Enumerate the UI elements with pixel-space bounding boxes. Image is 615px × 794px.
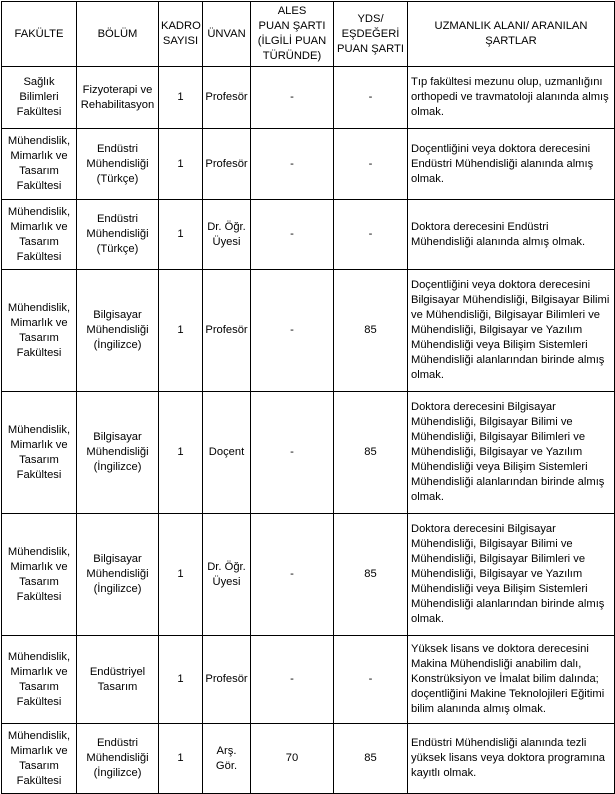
bolum-cell: Endüstri Mühendisliği (Türkçe) <box>77 129 159 200</box>
uzmanlik-cell: Doktora derecesini Endüstri Mühendisliği alanında almış olmak. <box>408 200 615 270</box>
uzmanlik-cell: Doktora derecesini Bilgisayar Mühendisliği, Bilgisayar Bilimi ve Mühendisliği, Bilgisayar Bilimleri ve Mühendisliği, Bilgisayar ve Yazılım Mühendisliği veya Bilişim Sistemleri Mühendisliği alanlarından birinde almış olmak. <box>408 392 615 514</box>
header-unvan: ÜNVAN <box>203 2 251 67</box>
table-row <box>2 724 615 794</box>
ales-cell: 70 <box>251 724 334 794</box>
uzmanlik-cell: Yüksek lisans ve doktora derecesini Makina Mühendisliği anabilim dalı, Konstrüksiyon ve İmalat bilim dalında; doçentliğini Makine Teknolojileri Eğitimi bilim alanında almış olmak. <box>408 636 615 724</box>
fakulte-cell: Mühendislik, Mimarlık ve Tasarım Fakültesi <box>2 392 77 514</box>
yds-cell: - <box>334 67 408 129</box>
header-bolum: BÖLÜM <box>77 2 159 67</box>
unvan-cell: Profesör <box>203 67 251 129</box>
fakulte-cell: Mühendislik, Mimarlık ve Tasarım Fakültesi <box>2 200 77 270</box>
yds-cell: 85 <box>334 514 408 636</box>
table-row <box>2 392 615 514</box>
unvan-cell: Doçent <box>203 392 251 514</box>
uzmanlik-cell: Endüstri Mühendisliği alanında tezli yüksek lisans veya doktora programına kayıtlı olmak. <box>408 724 615 794</box>
header-row <box>2 2 615 67</box>
kadro-cell: 1 <box>159 392 203 514</box>
header-yds-puan-sarti: YDS/ EŞDEĞERİ PUAN ŞARTI <box>334 2 408 67</box>
bolum-cell: Bilgisayar Mühendisliği (İngilizce) <box>77 392 159 514</box>
bolum-cell: Bilgisayar Mühendisliği (İngilizce) <box>77 514 159 636</box>
kadro-cell: 1 <box>159 200 203 270</box>
ales-cell: - <box>251 67 334 129</box>
bolum-cell: Endüstri Mühendisliği (Türkçe) <box>77 200 159 270</box>
kadro-cell: 1 <box>159 514 203 636</box>
unvan-cell: Dr. Öğr. Üyesi <box>203 514 251 636</box>
ales-cell: - <box>251 636 334 724</box>
header-kadro-sayisi: KADRO SAYISI <box>159 2 203 67</box>
fakulte-cell: Mühendislik, Mimarlık ve Tasarım Fakültesi <box>2 636 77 724</box>
unvan-cell: Profesör <box>203 270 251 392</box>
table-row <box>2 636 615 724</box>
bolum-cell: Bilgisayar Mühendisliği (İngilizce) <box>77 270 159 392</box>
table-row <box>2 67 615 129</box>
header-fakulte: FAKÜLTE <box>2 2 77 67</box>
uzmanlik-cell: Doktora derecesini Bilgisayar Mühendisliği, Bilgisayar Bilimi ve Mühendisliği, Bilgisayar Bilimleri ve Mühendisliği, Bilgisayar ve Yazılım Mühendisliği veya Bilişim Sistemleri Mühendisliği alanlarından birinde almış olmak. <box>408 514 615 636</box>
fakulte-cell: Mühendislik, Mimarlık ve Tasarım Fakültesi <box>2 270 77 392</box>
table-row <box>2 514 615 636</box>
header-uzmanlik-alani: UZMANLIK ALANI/ ARANILAN ŞARTLAR <box>408 2 615 67</box>
unvan-cell: Profesör <box>203 636 251 724</box>
yds-cell: 85 <box>334 392 408 514</box>
ales-cell: - <box>251 129 334 200</box>
table-row <box>2 200 615 270</box>
kadro-cell: 1 <box>159 724 203 794</box>
ales-cell: - <box>251 200 334 270</box>
yds-cell: 85 <box>334 724 408 794</box>
fakulte-cell: Mühendislik, Mimarlık ve Tasarım Fakültesi <box>2 514 77 636</box>
uzmanlik-cell: Doçentliğini veya doktora derecesini Bilgisayar Mühendisliği, Bilgisayar Bilimi ve Mühendisliği, Bilgisayar Bilimleri ve Mühendisliği, Bilgisayar ve Yazılım Mühendisliği veya Bilişim Sistemleri Mühendisliği alanlarından birinde almış olmak. <box>408 270 615 392</box>
fakulte-cell: Mühendislik, Mimarlık ve Tasarım Fakültesi <box>2 129 77 200</box>
table-row <box>2 129 615 200</box>
yds-cell: - <box>334 129 408 200</box>
bolum-cell: Endüstriyel Tasarım <box>77 636 159 724</box>
kadro-cell: 1 <box>159 67 203 129</box>
uzmanlik-cell: Doçentliğini veya doktora derecesini Endüstri Mühendisliği alanında almış olmak. <box>408 129 615 200</box>
ales-cell: - <box>251 392 334 514</box>
fakulte-cell: Sağlık Bilimleri Fakültesi <box>2 67 77 129</box>
yds-cell: 85 <box>334 270 408 392</box>
unvan-cell: Dr. Öğr. Üyesi <box>203 200 251 270</box>
bolum-cell: Endüstri Mühendisliği (İngilizce) <box>77 724 159 794</box>
bolum-cell: Fizyoterapi ve Rehabilitasyon <box>77 67 159 129</box>
header-ales-puan-sarti: ALES PUAN ŞARTI (İLGİLİ PUAN TÜRÜNDE) <box>251 2 334 67</box>
kadro-cell: 1 <box>159 636 203 724</box>
yds-cell: - <box>334 200 408 270</box>
fakulte-cell: Mühendislik, Mimarlık ve Tasarım Fakültesi <box>2 724 77 794</box>
ales-cell: - <box>251 514 334 636</box>
staff-positions-table <box>1 1 615 794</box>
uzmanlik-cell: Tıp fakültesi mezunu olup, uzmanlığını orthopedi ve travmatoloji alanında almış olmak. <box>408 67 615 129</box>
kadro-cell: 1 <box>159 270 203 392</box>
kadro-cell: 1 <box>159 129 203 200</box>
ales-cell: - <box>251 270 334 392</box>
yds-cell: - <box>334 636 408 724</box>
unvan-cell: Arş. Gör. <box>203 724 251 794</box>
table-row <box>2 270 615 392</box>
unvan-cell: Profesör <box>203 129 251 200</box>
